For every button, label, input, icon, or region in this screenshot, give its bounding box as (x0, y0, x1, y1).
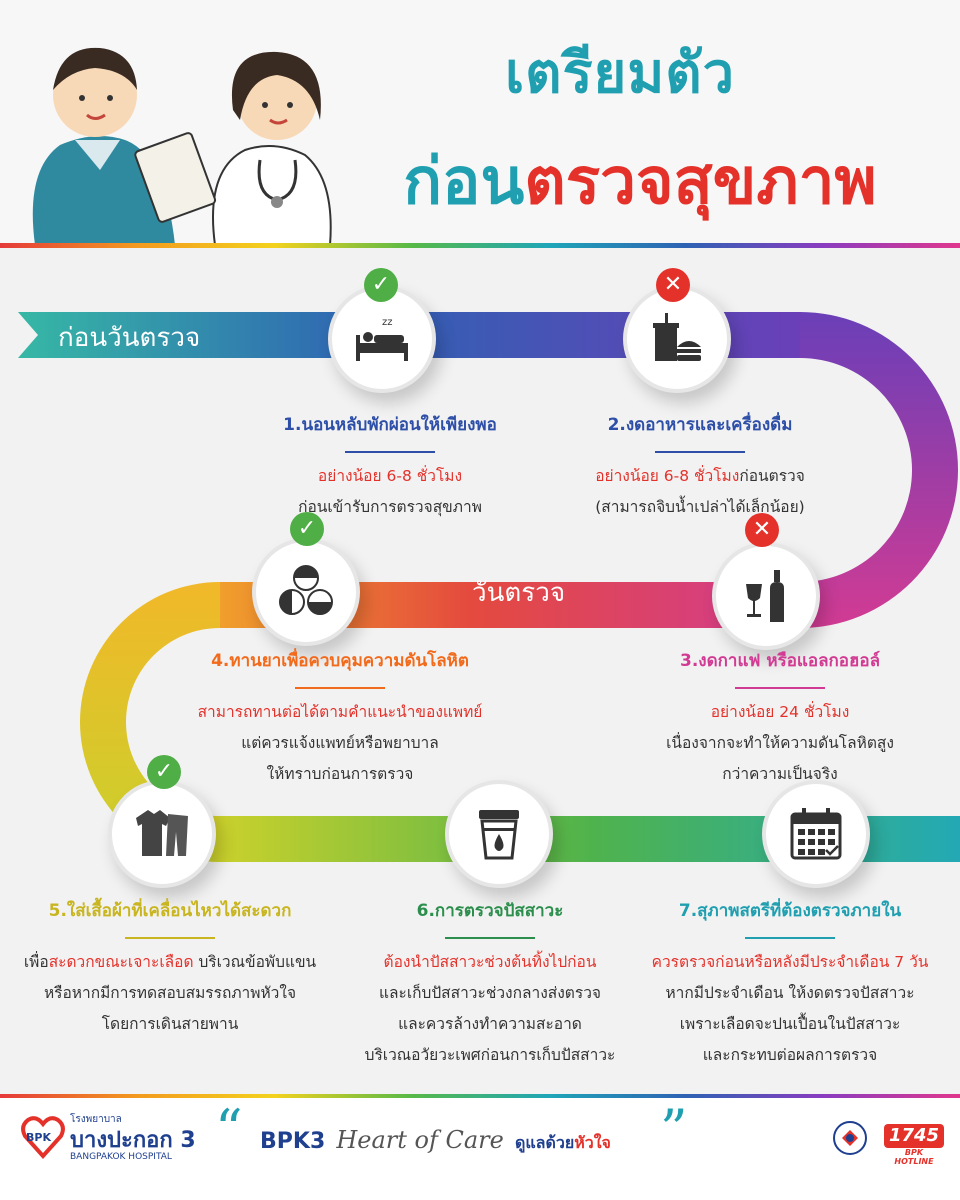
title-line2-part1: ก่อน (403, 145, 525, 219)
step2-text (540, 410, 860, 523)
step3-text (620, 646, 940, 790)
logo-name: บางปะกอก 3 (70, 1128, 196, 1153)
step4-line1: สามารถทานต่อได้ตามคำแนะนำของแพทย์ (197, 703, 483, 721)
step4-check-icon: ✓ (290, 512, 324, 546)
step1-text (230, 410, 550, 523)
step7-node (762, 780, 870, 888)
step7-line3: เพราะเลือดจะปนเปื้อนในปัสสาวะ (679, 1015, 901, 1033)
step5-line1-a: เพื่อ (23, 953, 49, 971)
clothes-icon (132, 804, 192, 864)
step6-title: 6.การตรวจปัสสาวะ (416, 901, 564, 921)
step3-cross-icon: ✕ (745, 513, 779, 547)
slogan-thai-a: ดูแลด้วย (514, 1133, 575, 1152)
step5-title: 5.ใส่เสื้อผ้าที่เคลื่อนไหวได้สะดวก (48, 901, 292, 921)
step5-line2: หรือหากมีการทดสอบสมรรถภาพหัวใจ (43, 984, 297, 1002)
hotline-number: 1745 (884, 1124, 944, 1148)
header-divider (0, 243, 960, 248)
step7-text (630, 896, 950, 1071)
step5-line1 (10, 947, 330, 978)
slogan-heart-of-care: Heart of Care (336, 1126, 504, 1154)
slogan-thai-b: หัวใจ (574, 1133, 611, 1152)
slogan-bpk3: BPK3 (260, 1129, 326, 1154)
step2-line1 (540, 461, 860, 492)
step1-title: 1.นอนหลับพักผ่อนให้เพียงพอ (283, 415, 497, 435)
step2-line2: (สามารถจิบน้ำเปล่าได้เล็กน้อย) (595, 498, 805, 516)
step2-title: 2.งดอาหารและเครื่องดื่ม (607, 415, 793, 435)
step6-text (330, 896, 650, 1071)
step6-node (445, 780, 553, 888)
step7-line4: และกระทบต่อผลการตรวจ (702, 1046, 878, 1064)
step7-line1: ควรตรวจก่อนหรือหลังมีประจำเดือน 7 วัน (651, 953, 929, 971)
step5-line1-b: สะดวกขณะเจาะเลือด (48, 953, 194, 971)
step4-title: 4.ทานยาเพื่อควบคุมความดันโลหิต (211, 651, 469, 671)
calendar-icon (786, 804, 846, 864)
step2-line1-highlight: อย่างน้อย 6-8 ชั่วโมง (595, 467, 740, 485)
title-line1: เตรียมตัว (504, 41, 736, 106)
logo-small-text: โรงพยาบาล (70, 1114, 122, 1125)
step4-line2: แต่ควรแจ้งแพทย์หรือพยาบาล (241, 734, 439, 752)
partner-emblem-icon (832, 1120, 868, 1156)
urine-cup-icon (469, 804, 529, 864)
step6-rule (445, 937, 535, 939)
step4-line3: ให้ทราบก่อนการตรวจ (266, 765, 414, 783)
step5-line3: โดยการเดินสายพาน (101, 1015, 239, 1033)
step3-line1: อย่างน้อย 24 ชั่วโมง (710, 703, 850, 721)
quote-close-icon: ” (660, 1098, 688, 1161)
logo-mark: BPK (26, 1131, 51, 1144)
svg-text:zz: zz (382, 317, 393, 328)
step3-node (712, 542, 820, 650)
step3-line3: กว่าความเป็นจริง (722, 765, 838, 783)
step5-rule (125, 937, 215, 939)
step7-line2: หากมีประจำเดือน ให้งดตรวจปัสสาวะ (665, 984, 915, 1002)
slogan (260, 1126, 611, 1156)
title-line2-part2: ตรวจสุขภาพ (524, 145, 877, 219)
step6-line4: บริเวณอวัยวะเพศก่อนการเก็บปัสสาวะ (364, 1046, 616, 1064)
patient-doctor-illustration (15, 20, 345, 245)
food-drink-icon (647, 309, 707, 369)
step5-text (10, 896, 330, 1040)
heart-logo-icon (20, 1114, 66, 1160)
step1-line2: ก่อนเข้ารับการตรวจสุขภาพ (298, 498, 482, 516)
step3-title: 3.งดกาแฟ หรือแอลกอฮอล์ (679, 651, 880, 671)
logo-english: BANGPAKOK HOSPITAL (70, 1152, 172, 1162)
hospital-logo (20, 1112, 200, 1172)
step2-line1-rest: ก่อนตรวจ (739, 467, 805, 485)
step2-rule (655, 451, 745, 453)
step4-rule (295, 687, 385, 689)
step5-node (108, 780, 216, 888)
phase-label-day: วันตรวจ (472, 578, 566, 608)
step1-rule (345, 451, 435, 453)
sleep-icon (352, 309, 412, 369)
step5-line1-c: บริเวณข้อพับแขน (193, 953, 317, 971)
title-line2 (340, 130, 940, 232)
wine-icon (736, 566, 796, 626)
hotline-badge (884, 1124, 944, 1164)
step6-line1: ต้องนำปัสสาวะช่วงต้นทิ้งไปก่อน (383, 953, 597, 971)
pills-icon (276, 562, 336, 622)
step1-line1: อย่างน้อย 6-8 ชั่วโมง (317, 467, 463, 485)
step7-rule (745, 937, 835, 939)
step4-node (252, 538, 360, 646)
step1-check-icon: ✓ (364, 268, 398, 302)
step7-title: 7.สุภาพสตรีที่ต้องตรวจภายใน (678, 901, 902, 921)
hotline-label: BPK HOTLINE (894, 1148, 934, 1166)
step6-line2: และเก็บปัสสาวะช่วงกลางส่งตรวจ (379, 984, 601, 1002)
footer (0, 1098, 960, 1200)
step4-text (160, 646, 520, 790)
step2-cross-icon: ✕ (656, 268, 690, 302)
step5-check-icon: ✓ (147, 755, 181, 789)
quote-open-icon: “ (215, 1098, 243, 1161)
phase-label-before: ก่อนวันตรวจ (58, 323, 201, 353)
step6-line3: และควรล้างทำความสะอาด (398, 1015, 582, 1033)
step3-line2: เนื่องจากจะทำให้ความดันโลหิตสูง (666, 734, 894, 752)
step3-rule (735, 687, 825, 689)
